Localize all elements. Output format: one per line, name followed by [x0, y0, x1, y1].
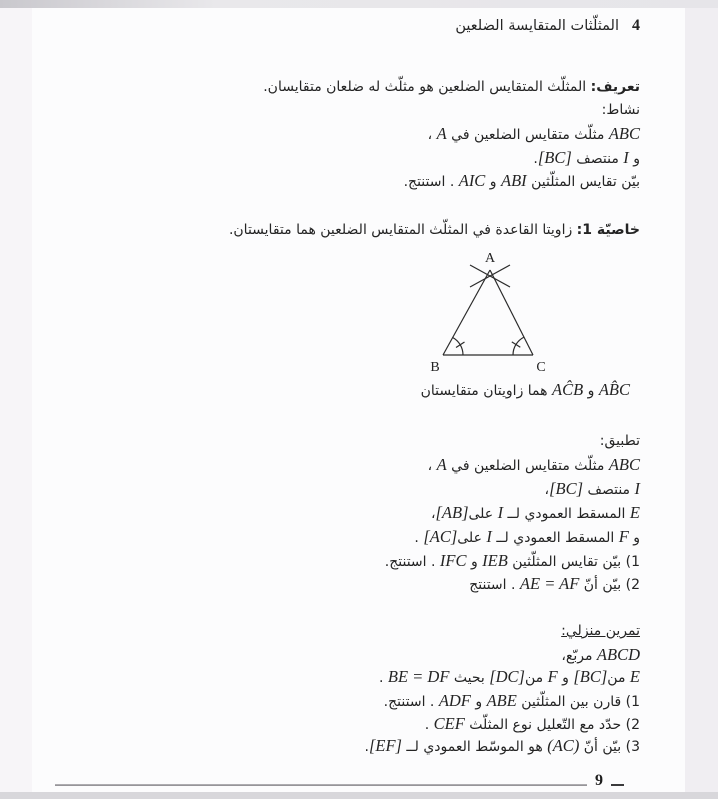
arabic-text: و: [628, 151, 640, 167]
arabic-text: و: [557, 670, 574, 686]
arabic-text: ،: [430, 506, 436, 522]
scan-edge-top: [0, 0, 718, 8]
vertex-label-c: C: [536, 360, 546, 375]
arabic-text: و: [485, 174, 501, 190]
scan-edge-left: [0, 8, 32, 792]
arabic-text: بيّن تقايس المثلّثين: [526, 174, 640, 190]
application-line: [431, 503, 640, 524]
angle-arc-b-tick: [456, 342, 465, 348]
arabic-text: .: [533, 151, 538, 167]
arabic-text: و: [466, 554, 483, 570]
application-line: [428, 455, 640, 476]
arabic-text: . استنتج.: [384, 554, 440, 570]
math-expression: ABCD: [596, 645, 640, 664]
arabic-text: ،: [427, 127, 437, 143]
arabic-text: تمرين منزلي:: [561, 623, 640, 639]
activity-line: [428, 124, 640, 145]
arabic-text: المثلّث المتقايس الضلعين هو مثلّث له ضلعان متقايسان.: [263, 79, 591, 95]
arabic-text: المسقط العمودي لــ: [503, 506, 630, 522]
math-expression: I: [497, 503, 504, 522]
math-expression: [AB]: [435, 503, 469, 522]
arabic-text: على: [457, 530, 487, 546]
math-expression: [EF]: [368, 736, 402, 755]
arabic-text: .: [364, 739, 369, 755]
arabic-text: . استنتج: [469, 577, 520, 593]
math-expression: ABC: [608, 455, 640, 474]
homework-line: [379, 667, 640, 688]
math-expression: AB̂C: [598, 380, 630, 399]
angle-arc-c-tick: [512, 342, 521, 347]
triangle-svg: [390, 244, 590, 376]
definition-line: [263, 77, 640, 97]
activity-line: [533, 148, 640, 169]
chapter-header: [455, 16, 640, 36]
arabic-text: .: [424, 717, 434, 733]
application-question: [385, 551, 640, 572]
application-heading: [600, 431, 640, 451]
arabic-text: هو الموسّط العمودي لــ: [401, 739, 548, 755]
arabic-text: . استنتج.: [383, 694, 439, 710]
arabic-text: و: [583, 383, 599, 399]
arabic-text: . استنتج.: [403, 174, 459, 190]
math-expression: [BC]: [537, 148, 572, 167]
math-expression: IFC: [439, 551, 467, 570]
footer-rule: [55, 784, 587, 786]
math-expression: [DC]: [489, 667, 525, 686]
application-question: [469, 574, 640, 595]
math-expression: E: [629, 503, 640, 522]
math-expression: I: [634, 479, 640, 498]
arabic-text: زاويتا القاعدة في المثلّث المتقايس الضلعين هما متقايستان.: [228, 222, 577, 238]
arabic-text: من: [607, 670, 630, 686]
arabic-text: ،: [544, 482, 550, 498]
arabic-text: نشاط:: [601, 102, 640, 118]
arabic-text: تطبيق:: [599, 433, 640, 449]
math-expression: [AC]: [423, 527, 458, 546]
scan-edge-right: [685, 8, 718, 792]
arabic-text: .: [378, 670, 388, 686]
math-expression: ABC: [608, 124, 640, 143]
math-expression: A: [436, 455, 447, 474]
homework-question: [365, 736, 640, 757]
math-expression: ADF: [438, 691, 471, 710]
arabic-text: بحيث: [449, 670, 490, 686]
figure-caption: [421, 380, 630, 401]
arabic-text: هما زاويتان متقايستان: [420, 383, 552, 399]
arabic-text: مثلّث متقايس الضلعين في: [446, 127, 609, 143]
application-line: [414, 527, 640, 548]
math-expression: I: [623, 148, 629, 167]
math-expression: A: [436, 124, 447, 143]
arabic-text: من: [524, 670, 548, 686]
footer-dash: [611, 784, 624, 786]
math-expression: I: [486, 527, 492, 546]
math-expression: ABI: [501, 171, 527, 190]
arabic-text: مربّع،: [561, 648, 597, 664]
vertex-label-b: B: [430, 360, 440, 375]
isosceles-triangle-figure: [390, 244, 590, 376]
math-expression: AĈB: [551, 380, 584, 399]
math-expression: E: [629, 667, 640, 686]
arabic-text: و: [628, 530, 640, 546]
arabic-text: المثلّثات المتقايسة الضلعين: [455, 18, 619, 34]
arabic-text: تعريف:: [590, 79, 640, 95]
activity-heading: [602, 100, 640, 120]
arabic-text: 3) بيّن أنّ: [579, 739, 640, 755]
arabic-text: .: [414, 530, 424, 546]
arabic-text: 2) بيّن أنّ: [579, 577, 640, 593]
arabic-text: المسقط العمودي لــ: [491, 530, 619, 546]
arabic-text: و: [470, 694, 487, 710]
homework-question: [384, 691, 640, 712]
math-expression: AIC: [458, 171, 486, 190]
homework-heading: [561, 621, 640, 641]
application-line: [545, 479, 640, 500]
triangle-side-ac: [490, 270, 533, 355]
arabic-text: 4: [632, 17, 640, 34]
vertex-label-a: A: [484, 251, 496, 266]
arabic-text: منتصف: [571, 151, 624, 167]
math-expression: [BC]: [573, 667, 608, 686]
math-expression: F: [547, 667, 558, 686]
math-expression: (AC): [547, 736, 580, 755]
arabic-text: منتصف: [583, 482, 635, 498]
math-expression: BE = DF: [387, 667, 450, 686]
page-number: 9: [595, 772, 603, 789]
arabic-text: مثلّث متقايس الضلعين في: [446, 458, 609, 474]
math-expression: CEF: [433, 714, 465, 733]
arabic-text: ،: [427, 458, 437, 474]
activity-line: [404, 171, 640, 192]
math-expression: AE = AF: [519, 574, 580, 593]
arabic-text: خاصيّة 1:: [576, 222, 640, 238]
arabic-text: على: [468, 506, 498, 522]
homework-question: [425, 714, 640, 735]
math-expression: IEB: [482, 551, 508, 570]
property-1-line: [229, 220, 640, 240]
arabic-text: 2) حدّد مع التّعليل نوع المثلّث: [464, 717, 640, 733]
math-expression: F: [618, 527, 629, 546]
arabic-text: 1) بيّن تقايس المثلّثين: [507, 554, 640, 570]
arabic-text: 1) قارن بين المثلّثين: [516, 694, 640, 710]
math-expression: [BC]: [549, 479, 584, 498]
homework-line: [561, 645, 640, 666]
triangle-side-ab: [443, 270, 490, 355]
math-expression: ABE: [486, 691, 517, 710]
scan-edge-bottom: [0, 792, 718, 799]
